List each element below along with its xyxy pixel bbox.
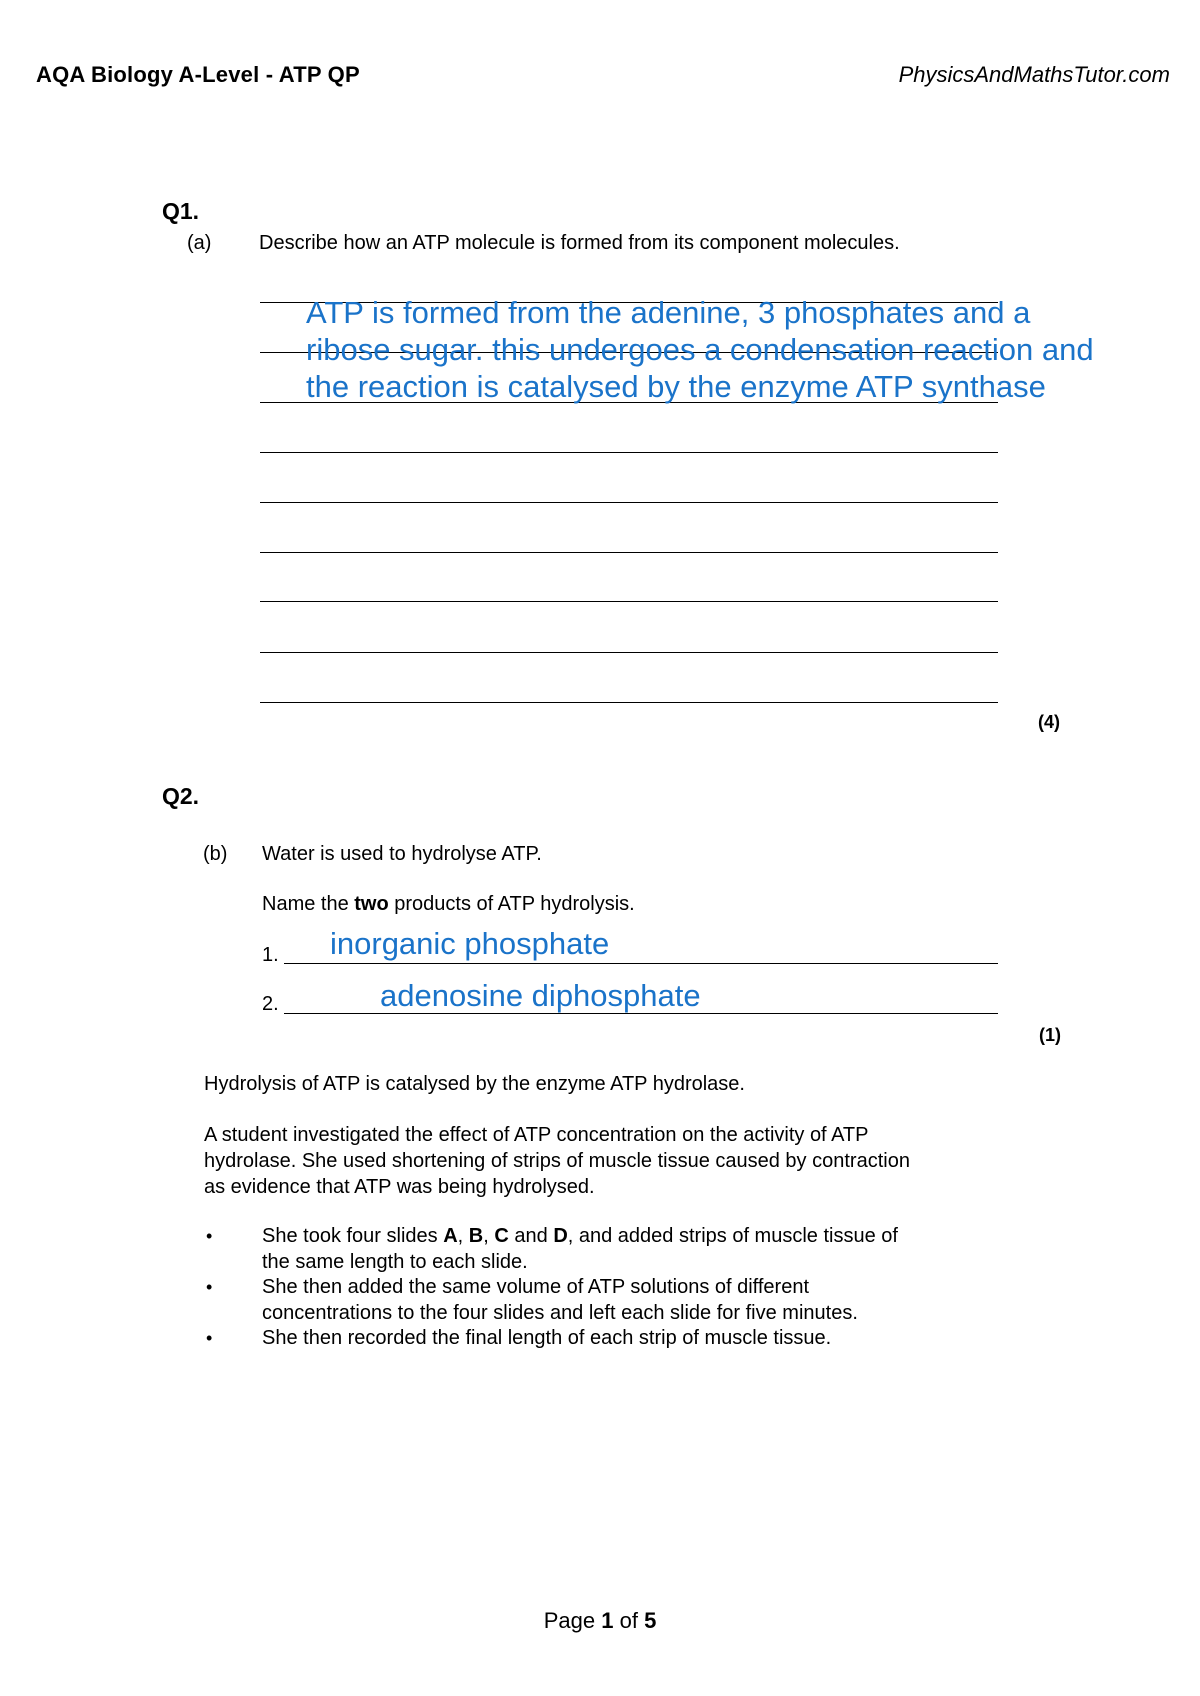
document-header-site: PhysicsAndMathsTutor.com (898, 62, 1170, 87)
question-2b-instruction: Name the two products of ATP hydrolysis. (262, 893, 635, 915)
question-1a-text: Describe how an ATP molecule is formed from its component molecules. (259, 232, 900, 254)
bullet-item-2: She then added the same volume of ATP solutions of different concentrations to the four slides and left each slide for five minutes. (262, 1276, 858, 1324)
question-1-number: Q1. (162, 198, 200, 224)
answer-1-label: 1. (262, 944, 279, 966)
answer-line (260, 452, 998, 453)
bullet-item-1: She took four slides A, B, C and D, and added strips of muscle tissue of the same length to each slide. (262, 1225, 898, 1273)
handwritten-answer-1: inorganic phosphate (330, 926, 610, 961)
info-text: Hydrolysis of ATP is catalysed by the enzyme ATP hydrolase. (204, 1073, 745, 1095)
page-footer: Page 1 of 5 (543, 1608, 657, 1633)
answer-2-label: 2. (262, 993, 279, 1015)
investigation-paragraph: A student investigated the effect of ATP concentration on the activity of ATP hydrolase. She used shortening of strips of muscle tissue caused by contraction as evidence that ATP was being hydrolysed. (204, 1124, 910, 1198)
answer-line (260, 652, 998, 653)
bullet-icon: • (206, 1328, 213, 1348)
handwritten-answer-2: adenosine diphosphate (380, 978, 701, 1013)
question-2b-label: (b) (203, 843, 228, 865)
answer-line (260, 702, 998, 703)
answer-line (260, 601, 998, 602)
bullet-icon: • (206, 1277, 213, 1297)
question-1a-marks: (4) (1038, 712, 1060, 732)
answer-line (260, 502, 998, 503)
handwritten-answer-line-2: ribose sugar. this undergoes a condensation reaction and (306, 332, 1094, 367)
document-header-title: AQA Biology A-Level - ATP QP (36, 62, 360, 87)
handwritten-answer-line-3: the reaction is catalysed by the enzyme ATP synthase (306, 369, 1046, 404)
answer-line (284, 963, 998, 964)
bullet-item-3: She then recorded the final length of each strip of muscle tissue. (262, 1327, 832, 1349)
handwritten-answer-line-1: ATP is formed from the adenine, 3 phosphates and a (306, 295, 1031, 330)
question-2b-stem: Water is used to hydrolyse ATP. (262, 843, 542, 865)
question-1a-label: (a) (187, 232, 212, 254)
answer-line (260, 552, 998, 553)
bullet-icon: • (206, 1226, 213, 1246)
question-2b-marks: (1) (1039, 1025, 1061, 1045)
question-2-number: Q2. (162, 783, 200, 809)
